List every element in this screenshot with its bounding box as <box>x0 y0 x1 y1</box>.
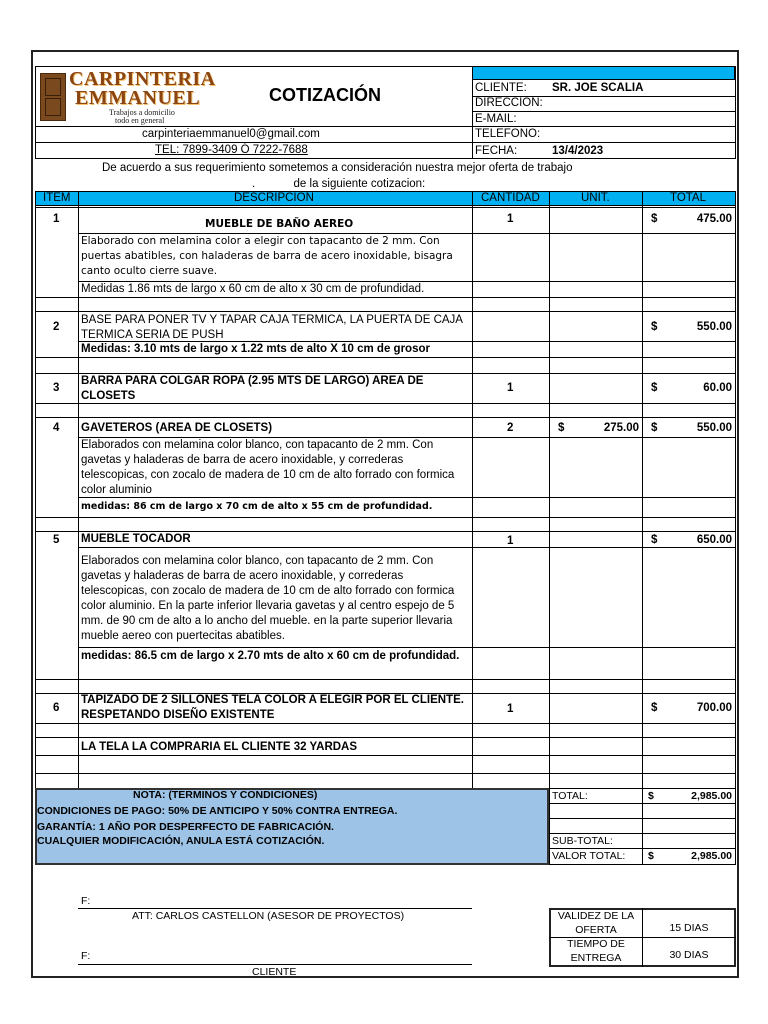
fecha-label: FECHA: <box>475 145 518 157</box>
company-email: carpinteriaemmanuel0@gmail.com <box>142 128 320 140</box>
signature-f-label: F: <box>81 895 91 907</box>
validez-label: VALIDEZ DE LA OFERTA <box>557 910 635 936</box>
item-qty: 1 <box>507 703 514 715</box>
total-label: TOTAL: <box>552 790 588 802</box>
col-item: ITEM <box>43 192 71 204</box>
terms-title: NOTA: (TERMINOS Y CONDICIONES) <box>133 789 318 801</box>
signature-f-label: F: <box>81 950 91 962</box>
item-description: Elaborados con melamina color blanco, con tapacanto de 2 mm. Con gavetas y haladeras de barra de acero inoxidable, y correderas telescopicas, con zocalo de madera de 10 cm de alto forrado con formica color aluminio <box>81 439 455 496</box>
col-total: TOTAL <box>670 192 706 204</box>
table-header <box>35 191 735 205</box>
item-qty: 1 <box>507 382 514 394</box>
item-title: GAVETEROS (AREA DE CLOSETS) <box>81 422 273 434</box>
item-number: 4 <box>53 422 60 434</box>
total-value: 2,985.00 <box>691 790 732 802</box>
item-title: MUEBLE DE BAÑO AEREO <box>205 218 354 230</box>
item-number: 5 <box>53 534 60 546</box>
currency-symbol: $ <box>651 321 658 333</box>
item-title: MUEBLE TOCADOR <box>81 533 191 545</box>
currency-symbol: $ <box>651 534 658 546</box>
currency-symbol: $ <box>651 702 658 714</box>
item-title: TAPIZADO DE 2 SILLONES TELA COLOR A ELEGIR POR EL CLIENTE. RESPETANDO DISEÑO EXISTENTE <box>81 694 464 721</box>
currency-symbol: $ <box>558 422 565 434</box>
cliente-label: CLIENTE: <box>475 82 527 94</box>
terms-payment: CONDICIONES DE PAGO: 50% DE ANTICIPO Y 50% CONTRA ENTREGA. <box>37 805 398 817</box>
currency-symbol: $ <box>651 422 658 434</box>
valor-total-label: VALOR TOTAL: <box>552 850 626 862</box>
item-qty: 1 <box>507 213 514 225</box>
cliente-value: SR. JOE SCALIA <box>552 82 644 94</box>
terms-warranty: GARANTÍA: 1 AÑO POR DESPERFECTO DE FABRICACIÓN. <box>37 821 334 833</box>
currency-symbol: $ <box>648 850 654 862</box>
tiempo-value: 30 DIAS <box>669 949 709 961</box>
item-number: 3 <box>53 382 60 394</box>
item-title: BARRA PARA COLGAR ROPA (2.95 MTS DE LARGO) AREA DE CLOSETS <box>81 375 424 402</box>
item-qty: 2 <box>507 422 514 434</box>
telefono-label: TELEFONO: <box>475 128 541 140</box>
item-number: 1 <box>53 213 60 225</box>
item-measure: medidas: 86.5 cm de largo x 2.70 mts de alto x 60 cm de profundidad. <box>81 650 460 662</box>
door-icon <box>40 73 66 121</box>
logo-tagline: Trabajos a domicilio todo en general <box>109 108 175 125</box>
client-header-bar <box>472 66 735 80</box>
item-title: BASE PARA PONER TV Y TAPAR CAJA TERMICA, LA PUERTA DE CAJA TERMICA SERIA DE PUSH <box>81 314 463 341</box>
currency-symbol: $ <box>648 790 654 802</box>
subtotal-label: SUB-TOTAL: <box>552 835 613 847</box>
terms-modification: CUALQUIER MODIFICACIÓN, ANULA ESTÁ COTIZACIÓN. <box>37 835 325 847</box>
item-unit: 275.00 <box>603 422 639 434</box>
item-measure: Medidas: 3.10 mts de largo x 1.22 mts de alto X 10 cm de grosor <box>81 343 430 355</box>
signature-cliente: CLIENTE <box>252 966 297 978</box>
currency-symbol: $ <box>651 213 658 225</box>
item-measure: Medidas 1.86 mts de largo x 60 cm de alto x 30 cm de profundidad. <box>81 283 425 295</box>
item-total: 700.00 <box>696 702 732 714</box>
company-logo <box>37 68 227 124</box>
col-unit: UNIT. <box>581 192 610 204</box>
item-measure: medidas: 86 cm de largo x 70 cm de alto x 55 cm de profundidad. <box>81 501 433 512</box>
document-title: COTIZACIÓN <box>269 85 381 105</box>
item-number: 2 <box>53 321 60 333</box>
item-total: 60.00 <box>703 382 732 394</box>
validez-value: 15 DIAS <box>669 922 709 934</box>
item-total: 550.00 <box>696 422 732 434</box>
currency-symbol: $ <box>651 382 658 394</box>
intro-line-2: . de la siguiente cotizacion: <box>252 178 426 190</box>
signature-att: ATT: CARLOS CASTELLON (ASESOR DE PROYECTOS) <box>132 910 405 922</box>
item-total: 650.00 <box>696 534 732 546</box>
item-qty: 1 <box>507 535 514 547</box>
item-total: 475.00 <box>696 213 732 225</box>
company-phone: TEL: 7899-3409 Ó 7222-7688 <box>155 144 308 156</box>
direccion-label: DIRECCION: <box>475 97 543 109</box>
valor-total-value: 2,985.00 <box>691 850 732 862</box>
logo-name: CARPINTERIA EMMANUEL <box>69 68 216 109</box>
item-total: 550.00 <box>696 321 732 333</box>
fecha-value: 13/4/2023 <box>552 145 604 157</box>
intro-line-1: De acuerdo a sus requerimiento sometemos a consideración nuestra mejor oferta de trabajo <box>102 162 573 174</box>
col-qty: CANTIDAD <box>481 192 540 204</box>
tiempo-label: TIEMPO DE ENTREGA <box>567 938 625 964</box>
item-number: 6 <box>53 702 60 714</box>
item-note: LA TELA LA COMPRARIA EL CLIENTE 32 YARDAS <box>81 741 358 753</box>
item-description: Elaborado con melamina color a elegir con tapacanto de 2 mm. Con puertas abatibles, con haladeras de barra de acero inoxidable, bisagra canto oculto cierre suave. <box>81 235 453 277</box>
email-label: E-MAIL: <box>475 113 517 125</box>
item-description: Elaborados con melamina color blanco, con tapacanto de 2 mm. Con gavetas y haladeras de barra de acero inoxidable, y correderas telescopicas, con zocalo de madera de 10 cm de alto forrado con formica color aluminio. En la parte inferior llevaria gavetas y al centro espejo de 5 mm. de 90 cm de alto a lo ancho del mueble. en la parte superior llevaria mueble aereo con puertecitas abatibles. <box>81 555 455 642</box>
col-desc: DESCRIPCION <box>234 192 314 204</box>
